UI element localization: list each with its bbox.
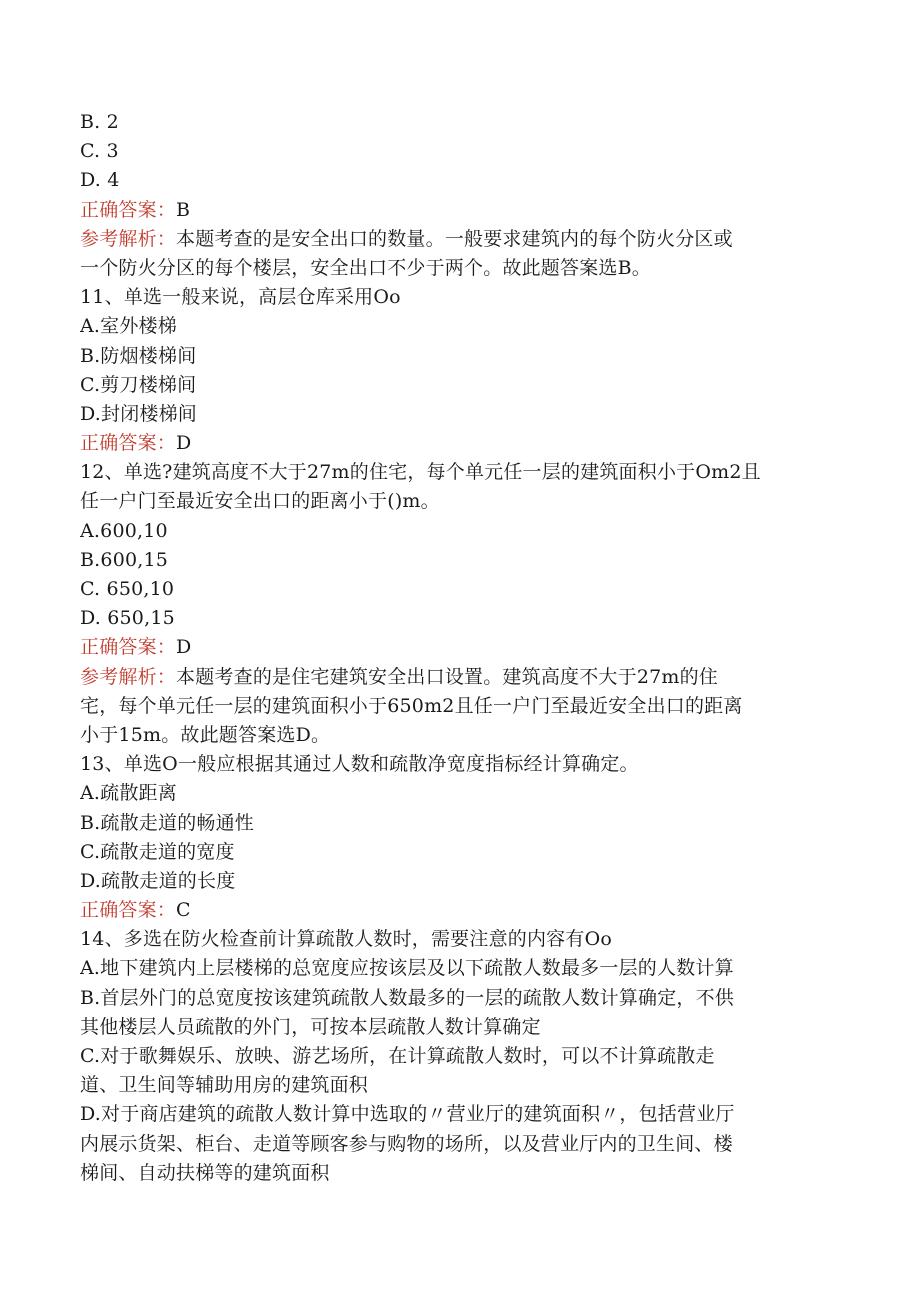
text-line: 其他楼层人员疏散的外门，可按本层疏散人数计算确定 — [80, 1015, 541, 1038]
correct-answer-line — [80, 633, 840, 662]
option-line: A.室外楼梯 — [80, 315, 177, 338]
option-line: C. 3 — [80, 140, 119, 163]
question-line: 12、单选?建筑高度不大于27m的住宅，每个单元任一层的建筑面积小于Om2且 — [80, 461, 761, 484]
option-line: C. 650,10 — [80, 578, 175, 600]
option-line: D.对于商店建筑的疏散人数计算中选取的〃营业厅的建筑面积〃，包括营业厅 — [80, 1103, 735, 1126]
text-line: 一个防火分区的每个楼层，安全出口不少于两个。故此题答案选B。 — [80, 256, 651, 279]
text-line: 小于15m。故此题答案选D。 — [80, 723, 331, 746]
option-line: A.地下建筑内上层楼梯的总宽度应按该层及以下疏散人数最多一层的人数计算 — [80, 957, 734, 980]
answer-value: D — [176, 636, 192, 659]
option-line: D.封闭楼梯间 — [80, 402, 197, 425]
answer-value: B — [176, 198, 191, 221]
question-line: 11、单选一般来说，高层仓库采用Oo — [80, 286, 401, 309]
correct-answer-line — [80, 896, 840, 925]
question-line: 13、单选O一般应根据其通过人数和疏散净宽度指标经计算确定。 — [80, 753, 639, 776]
analysis-line — [80, 225, 840, 254]
option-line: B.600,15 — [80, 548, 169, 571]
option-line: B.首层外门的总宽度按该建筑疏散人数最多的一层的疏散人数计算确定，不供 — [80, 986, 735, 1009]
text-line: 任一户门至最近安全出口的距离小于()m。 — [80, 490, 440, 513]
correct-answer-line — [80, 196, 840, 225]
text-line: 内展示货架、柜台、走道等顾客参与购物的场所，以及营业厅内的卫生间、楼 — [80, 1132, 733, 1155]
option-line: C.剪刀楼梯间 — [80, 373, 197, 396]
option-line: D. 4 — [80, 169, 120, 192]
answer-label: 正确答案： — [80, 198, 177, 221]
option-line: C.疏散走道的宽度 — [80, 840, 235, 863]
text-line: 道、卫生间等辅助用房的建筑面积 — [80, 1074, 369, 1097]
text-line: 宅，每个单元任一层的建筑面积小于650m2且任一户门至最近安全出口的距离 — [80, 694, 743, 717]
analysis-label: 参考解析： — [80, 227, 177, 250]
document-page — [80, 108, 840, 1188]
option-line: C.对于歌舞娱乐、放映、游艺场所，在计算疏散人数时，可以不计算疏散走 — [80, 1045, 715, 1067]
analysis-label: 参考解析： — [80, 665, 177, 688]
option-line: B.防烟楼梯间 — [80, 344, 197, 367]
text-line: 梯间、自动扶梯等的建筑面积 — [80, 1161, 330, 1184]
answer-label: 正确答案： — [80, 899, 177, 922]
answer-label: 正确答案： — [80, 432, 177, 455]
option-line: D.疏散走道的长度 — [80, 869, 236, 892]
option-line: B.疏散走道的畅通性 — [80, 811, 255, 834]
answer-value: C — [176, 899, 191, 922]
analysis-text: 本题考查的是住宅建筑安全出口设置。建筑高度不大于27m的住 — [176, 665, 719, 688]
option-line: D. 650,15 — [80, 607, 175, 630]
question-line: 14、多选在防火检查前计算疏散人数时，需要注意的内容有Oo — [80, 928, 612, 951]
analysis-line — [80, 663, 840, 692]
answer-value: D — [176, 432, 192, 455]
analysis-text: 本题考查的是安全出口的数量。一般要求建筑内的每个防火分区或 — [176, 227, 733, 250]
option-line: B. 2 — [80, 111, 119, 133]
option-line: A.疏散距离 — [80, 782, 177, 805]
answer-label: 正确答案： — [80, 636, 177, 659]
option-line: A.600,10 — [80, 519, 168, 542]
correct-answer-line — [80, 429, 840, 458]
